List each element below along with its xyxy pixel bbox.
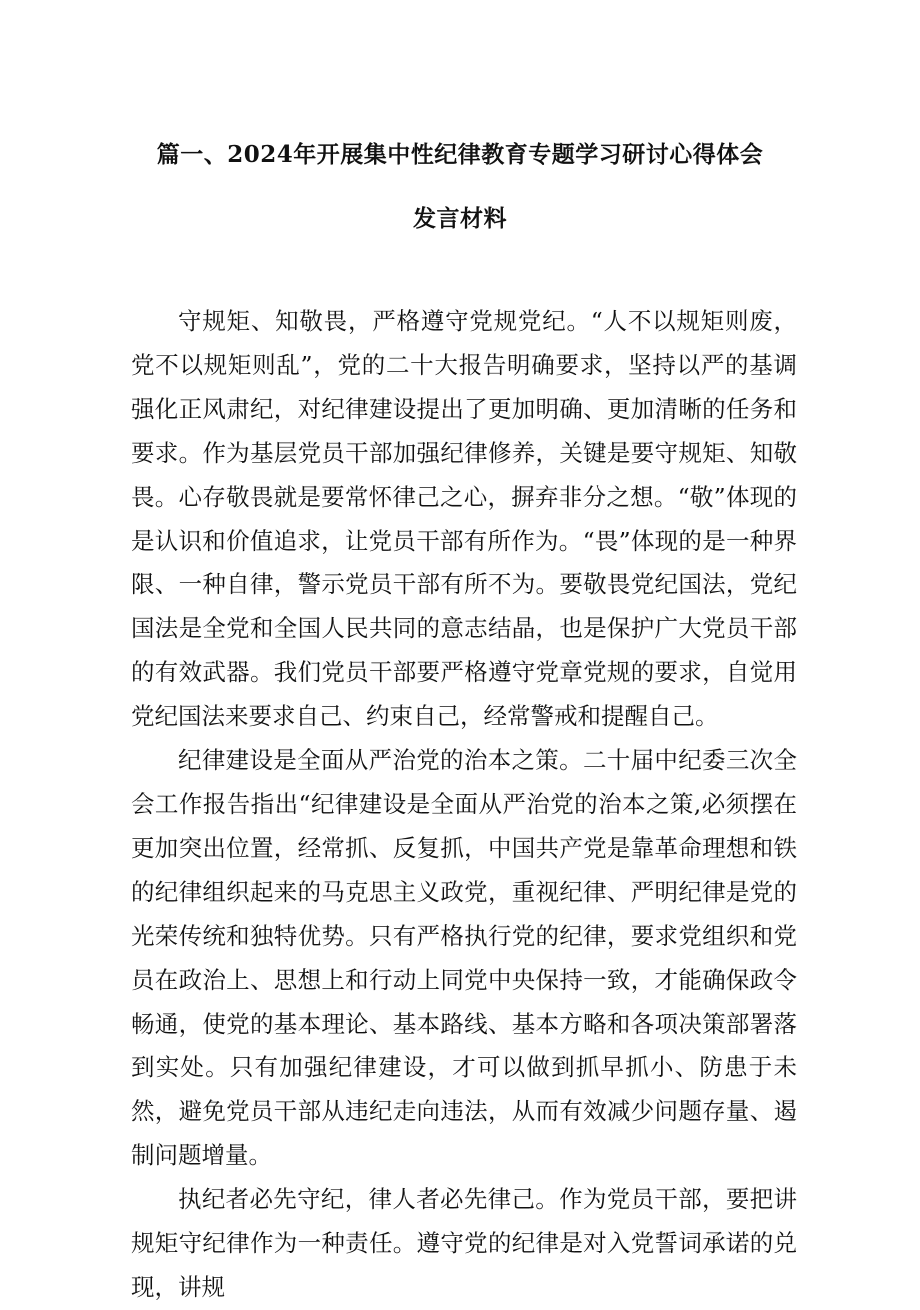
document-title-line-2: 发言材料	[413, 205, 507, 232]
document-title-line-1: 篇一、2024年开展集中性纪律教育专题学习研讨心得体会	[156, 141, 764, 168]
paragraph-1: 守规矩、知敬畏，严格遵守党规党纪。“人不以规矩则废，党不以规矩则乱”，党的二十大报告明确要求，坚持以严的基调强化正风肃纪，对纪律建设提出了更加明确、更加清晰的任务和要求。作为基层党员干部加强纪律修养，关键是要守规矩、知敬畏。心存敬畏就是要常怀律己之心，摒弃非分之想。“敬”体现的是认识和价值追求，让党员干部有所作为。“畏”体现的是一种界限、一种自律，警示党员干部有所不为。要敬畏党纪国法，党纪国法是全党和全国人民共同的意志结晶，也是保护广大党员干部的有效武器。我们党员干部要严格遵守党章党规的要求，自觉用党纪国法来要求自己、约束自己，经常警戒和提醒自己。	[131, 307, 797, 731]
paragraph-2: 纪律建设是全面从严治党的治本之策。二十届中纪委三次全会工作报告指出“纪律建设是全面从严治党的治本之策,必须摆在更加突出位置，经常抓、反复抓，中国共产党是靠革命理想和铁的纪律组织起来的马克思主义政党，重视纪律、严明纪律是党的光荣传统和独特优势。只有严格执行党的纪律，要求党组织和党员在政治上、思想上和行动上同党中央保持一致，才能确保政令畅通，使党的基本理论、基本路线、基本方略和各项决策部署落到实处。只有加强纪律建设，才可以做到抓早抓小、防患于未然，避免党员干部从违纪走向违法，从而有效减少问题存量、遏制问题增量。	[131, 746, 797, 1170]
paragraph-3: 执纪者必先守纪，律人者必先律己。作为党员干部，要把讲规矩守纪律作为一种责任。遵守党的纪律是对入党誓词承诺的兑现，讲规	[131, 1185, 797, 1301]
document-body	[131, 300, 797, 1310]
